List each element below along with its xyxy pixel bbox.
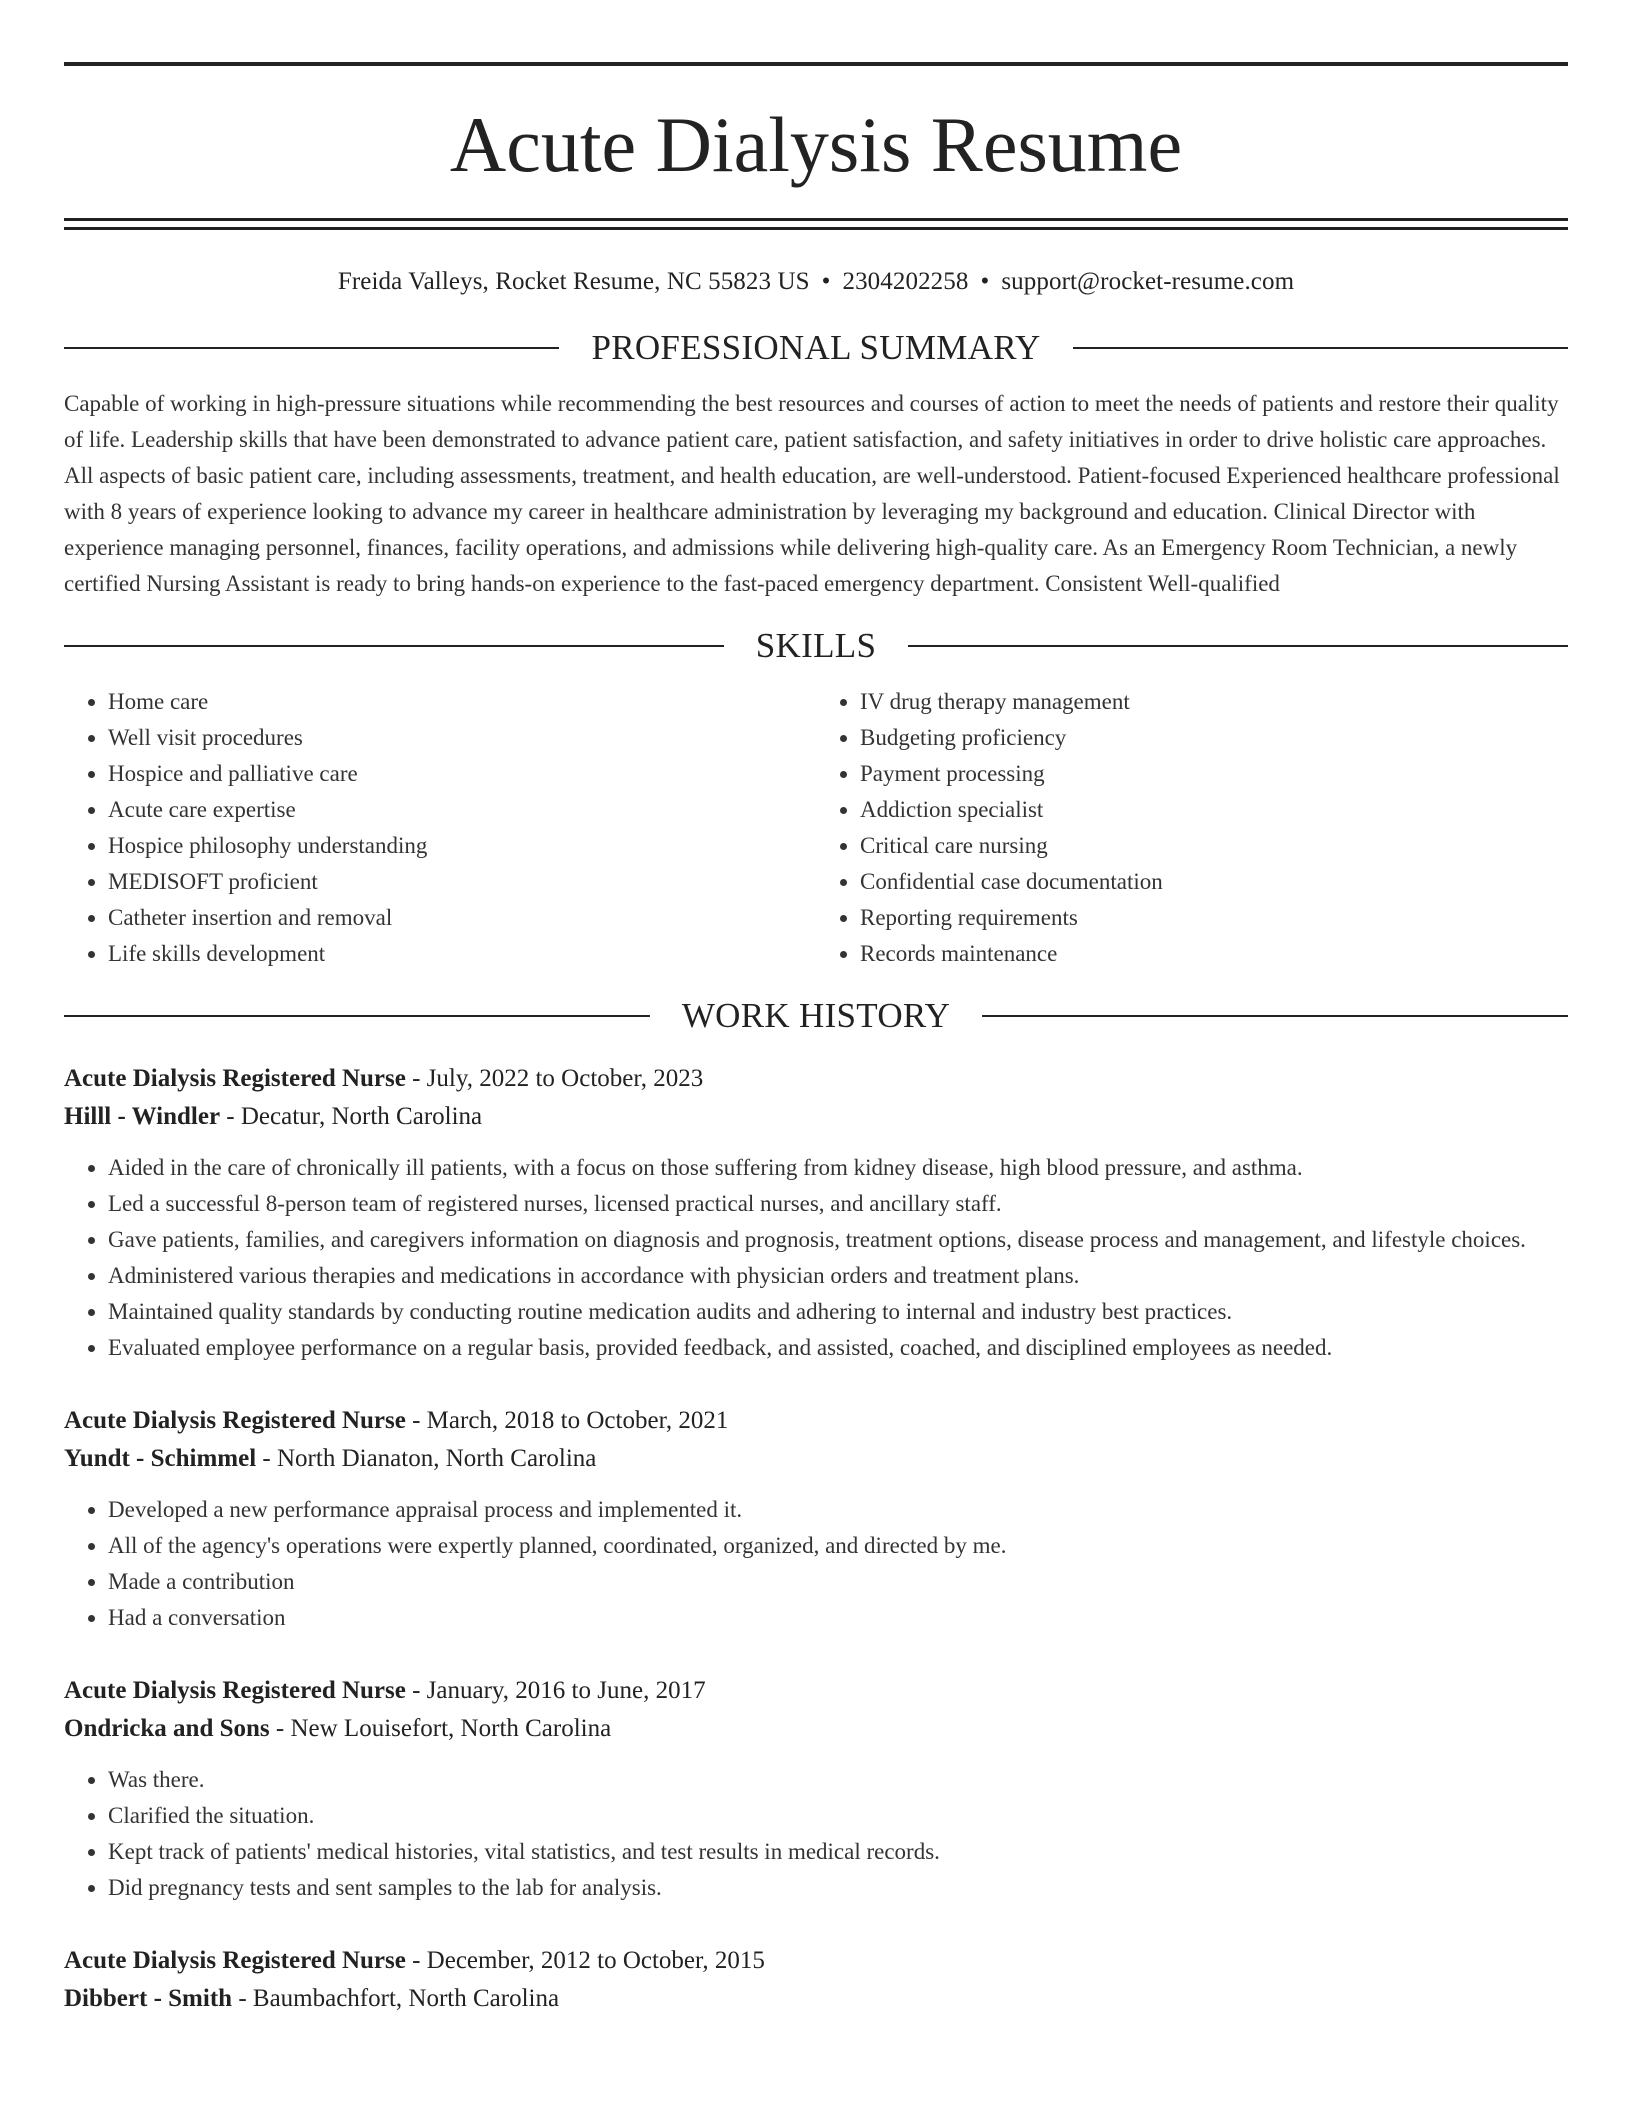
summary-text: Capable of working in high-pressure situations while recommending the best resources and courses of action to meet the needs of patients and restore their quality of life. Leadership skills that have been demonstrated to advance patient care, patient satisfaction, and safety initiatives in order to drive holistic care approaches. All aspects of basic patient care, including assessments, treatment, and health education, are well-understood. Patient-focused Experienced healthcare professional with 8 years of experience looking to advance my career in healthcare administration by leveraging my background and education. Clinical Director with experience managing personnel, finances, facility operations, and admissions while delivering high-quality care. As an Emergency Room Technician, a newly certified Nursing Assistant is ready to bring hands-on experience to the fast-paced emergency department. Consistent Well-qualified	[64, 391, 1560, 596]
contact-separator: •	[821, 268, 831, 295]
title-block	[64, 62, 1568, 230]
job-bullet: • Aided in the care of chronically ill patients, with a focus on those suffering from kidney disease, high blood pressure, and asthma.	[108, 1150, 1568, 1186]
job-role: Acute Dialysis Registered Nurse	[64, 1947, 406, 1974]
job-location: - New Louisefort, North Carolina	[269, 1715, 612, 1742]
job-entry	[64, 1942, 1568, 2018]
contact-address: Freida Valleys, Rocket Resume, NC 55823 US	[337, 268, 810, 295]
job-bullets	[64, 1762, 1568, 1906]
job-role: Acute Dialysis Registered Nurse	[64, 1065, 406, 1092]
job-company-line	[64, 1440, 1568, 1478]
skill-item: • Addiction specialist	[860, 792, 1568, 828]
job-role: Acute Dialysis Registered Nurse	[64, 1407, 406, 1434]
job-company: Dibbert - Smith	[64, 1985, 233, 2012]
skill-item: • Life skills development	[108, 936, 816, 972]
job-dates: - March, 2018 to October, 2021	[405, 1407, 729, 1434]
page-title: Acute Dialysis Resume	[449, 101, 1183, 188]
contact-separator: •	[980, 268, 990, 295]
job-bullet: • Led a successful 8-person team of registered nurses, licensed practical nurses, and ancillary staff.	[108, 1186, 1568, 1222]
job-bullet: • Administered various therapies and medications in accordance with physician orders and treatment plans.	[108, 1258, 1568, 1294]
job-title-line	[64, 1402, 1568, 1440]
skills-heading-label: SKILLS	[755, 626, 877, 665]
job-company-line	[64, 1710, 1568, 1748]
work-heading-label: WORK HISTORY	[681, 996, 951, 1035]
skill-item: • Records maintenance	[860, 936, 1568, 972]
job-company: Hilll - Windler	[64, 1103, 221, 1130]
skill-item: • Catheter insertion and removal	[108, 900, 816, 936]
job-location: - North Dianaton, North Carolina	[256, 1445, 597, 1472]
skill-item: • Confidential case documentation	[860, 864, 1568, 900]
job-bullet: • Gave patients, families, and caregivers information on diagnosis and prognosis, treatment options, disease process and management, and lifestyle choices.	[108, 1222, 1568, 1258]
contact-email: support@rocket-resume.com	[1001, 268, 1295, 295]
resume-page	[64, 62, 1568, 2018]
job-location: - Decatur, North Carolina	[220, 1103, 483, 1130]
job-role: Acute Dialysis Registered Nurse	[64, 1677, 406, 1704]
skill-item: • Hospice and palliative care	[108, 756, 816, 792]
title-top-rule	[64, 62, 1568, 66]
skill-item: • Home care	[108, 684, 816, 720]
contact-phone: 2304202258	[842, 268, 969, 295]
job-bullet: • Had a conversation	[108, 1600, 1568, 1636]
skill-item: • Hospice philosophy understanding	[108, 828, 816, 864]
skill-item: • Critical care nursing	[860, 828, 1568, 864]
job-bullet: • Developed a new performance appraisal process and implemented it.	[108, 1492, 1568, 1528]
skills-column-right	[816, 684, 1568, 972]
job-bullets	[64, 1492, 1568, 1636]
job-bullet: • Kept track of patients' medical histories, vital statistics, and test results in medical records.	[108, 1834, 1568, 1870]
job-bullet: • Made a contribution	[108, 1564, 1568, 1600]
job-entry	[64, 1060, 1568, 1366]
job-bullets	[64, 1150, 1568, 1366]
job-dates: - December, 2012 to October, 2015	[405, 1947, 765, 1974]
job-dates: - January, 2016 to June, 2017	[405, 1677, 706, 1704]
summary-heading-label: PROFESSIONAL SUMMARY	[591, 328, 1041, 367]
job-title-line	[64, 1060, 1568, 1098]
job-bullet: • Was there.	[108, 1762, 1568, 1798]
job-entry	[64, 1402, 1568, 1636]
skill-item: • Well visit procedures	[108, 720, 816, 756]
skill-item: • Reporting requirements	[860, 900, 1568, 936]
summary-section-heading	[64, 326, 1568, 370]
skill-item: • MEDISOFT proficient	[108, 864, 816, 900]
skill-item: • Acute care expertise	[108, 792, 816, 828]
skills-column-left	[64, 684, 816, 972]
title-double-rule	[64, 218, 1568, 230]
job-bullet: • Did pregnancy tests and sent samples to the lab for analysis.	[108, 1870, 1568, 1906]
skill-item: • IV drug therapy management	[860, 684, 1568, 720]
work-section-heading	[64, 994, 1568, 1038]
skills-list	[64, 684, 1568, 972]
job-bullet: • Clarified the situation.	[108, 1798, 1568, 1834]
job-entry	[64, 1672, 1568, 1906]
job-bullet: • All of the agency's operations were expertly planned, coordinated, organized, and directed by me.	[108, 1528, 1568, 1564]
job-title-line	[64, 1672, 1568, 1710]
job-dates: - July, 2022 to October, 2023	[405, 1065, 704, 1092]
job-company: Ondricka and Sons	[64, 1715, 270, 1742]
contact-line	[64, 266, 1568, 298]
work-history-list	[64, 1060, 1568, 2018]
skill-item: • Payment processing	[860, 756, 1568, 792]
job-company-line	[64, 1980, 1568, 2018]
job-company: Yundt - Schimmel	[64, 1445, 257, 1472]
job-location: - Baumbachfort, North Carolina	[232, 1985, 560, 2012]
job-bullet: • Maintained quality standards by conducting routine medication audits and adhering to internal and industry best practices.	[108, 1294, 1568, 1330]
job-company-line	[64, 1098, 1568, 1136]
skills-section-heading	[64, 624, 1568, 668]
job-bullet: • Evaluated employee performance on a regular basis, provided feedback, and assisted, coached, and disciplined employees as needed.	[108, 1330, 1568, 1366]
skill-item: • Budgeting proficiency	[860, 720, 1568, 756]
job-title-line	[64, 1942, 1568, 1980]
